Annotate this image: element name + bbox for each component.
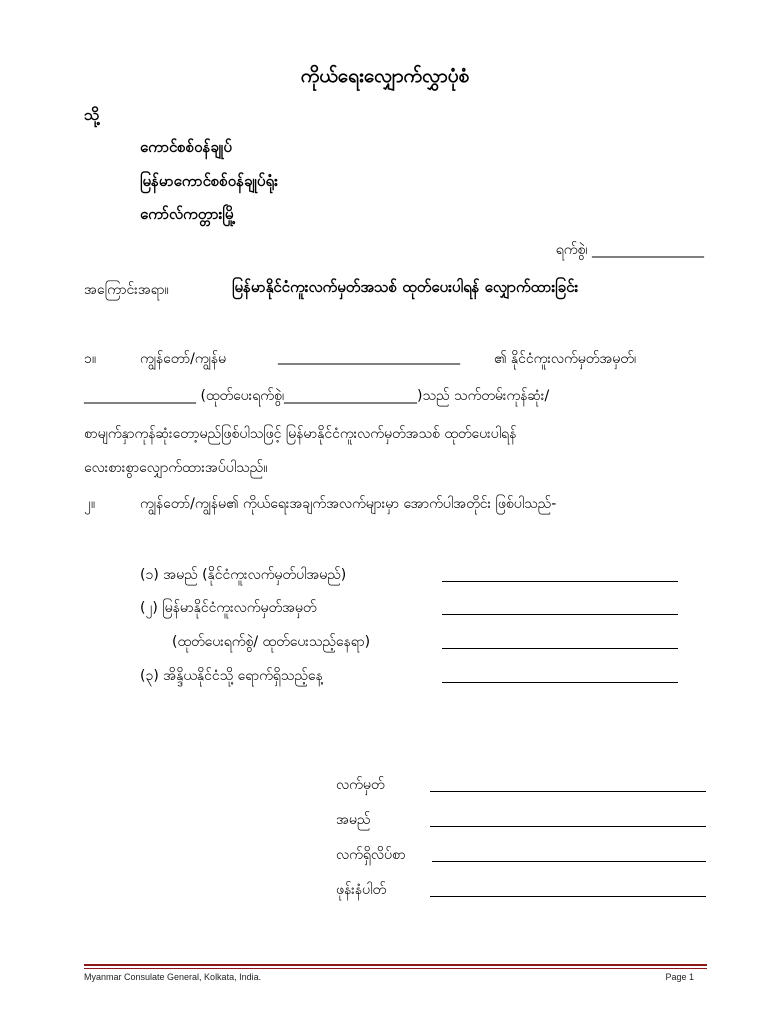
paragraph-2-text: ကျွန်တော်/ကျွန်မ၏ ကိုယ်ရေးအချက်အလက်များမှာ အောက်ပါအတိုင်း ဖြစ်ပါသည်- (140, 496, 557, 512)
subject-text: မြန်မာနိုင်ငံကူးလက်မှတ်အသစ် ထုတ်ပေးပါရန် လျှောက်ထားခြင်း (232, 278, 579, 296)
signature-label: လက်မှတ် (336, 777, 385, 793)
detail-item-name: (၁) အမည် (နိုင်ငံကူးလက်မှတ်ပါအမည်) (140, 567, 347, 583)
footer-page-number: Page 1 (665, 972, 694, 982)
form-title: ကိုယ်ရေးလျှောက်လွှာပုံစံ (300, 65, 470, 87)
paragraph-1-line-1-start: ကျွန်တော်/ကျွန်မ (140, 351, 227, 367)
paragraph-1-line-4: လေးစားစွာလျှောက်ထားအပ်ပါသည်။ (84, 460, 268, 476)
address-label: လက်ရှိလိပ်စာ (336, 847, 406, 863)
detail-issue-date-line[interactable] (442, 647, 678, 649)
footer-consulate: Myanmar Consulate General, Kolkata, India. (84, 972, 262, 982)
name-label: အမည် (336, 812, 371, 828)
name-line[interactable] (430, 825, 706, 827)
passport-holder-blank[interactable]: __________________________ (278, 349, 460, 365)
detail-name-line[interactable] (442, 580, 678, 582)
address-line[interactable] (432, 860, 706, 862)
paragraph-2-number: ၂။ (84, 496, 96, 512)
footer-rule-thin (84, 968, 707, 969)
recipient-line-3: ကော်လ်ကတ္တားမြို့ (140, 205, 236, 223)
detail-item-passport-number: (၂) မြန်မာနိုင်ငံကူးလက်မှတ်အမှတ် (140, 600, 317, 616)
paragraph-1-line-1-end: ၏ နိုင်ငံကူးလက်မှတ်အမှတ်၊ (494, 351, 637, 367)
subject-label: အကြောင်းအရာ။ (84, 282, 169, 298)
phone-line[interactable] (430, 895, 706, 897)
signature-line[interactable] (430, 790, 706, 792)
detail-passport-number-line[interactable] (442, 613, 678, 615)
footer-rule (84, 964, 707, 966)
date-field[interactable]: ရက်စွဲ၊ ________________ (555, 242, 704, 258)
detail-item-issue-date-place: (ထုတ်ပေးရက်စွဲ/ ထုတ်ပေးသည့်နေရာ) (172, 634, 371, 650)
detail-item-arrival-date: (၃) အိန္ဒိယနိုင်ငံသို့ ရောက်ရှိသည့်နေ့ (140, 668, 323, 684)
paragraph-1-line-3: စာမျက်နှာကုန်ဆုံးတော့မည်ဖြစ်ပါသဖြင့် မြန်မာနိုင်ငံကူးလက်မှတ်အသစ် ထုတ်ပေးပါရန် (84, 426, 517, 442)
recipient-to: သို့ (84, 105, 100, 124)
recipient-line-1: ကောင်စစ်ဝန်ချုပ် (140, 138, 232, 156)
recipient-line-2: မြန်မာကောင်စစ်ဝန်ချုပ်ရုံး (140, 172, 278, 190)
phone-label: ဖုန်းနံပါတ် (336, 882, 387, 898)
paragraph-1-number: ၁။ (84, 351, 97, 367)
detail-arrival-date-line[interactable] (442, 681, 678, 683)
paragraph-1-line-2[interactable]: ________________ (ထုတ်ပေးရက်စွဲ၊___________________)သည် သက်တမ်းကုန်ဆုံး/ (84, 388, 550, 404)
